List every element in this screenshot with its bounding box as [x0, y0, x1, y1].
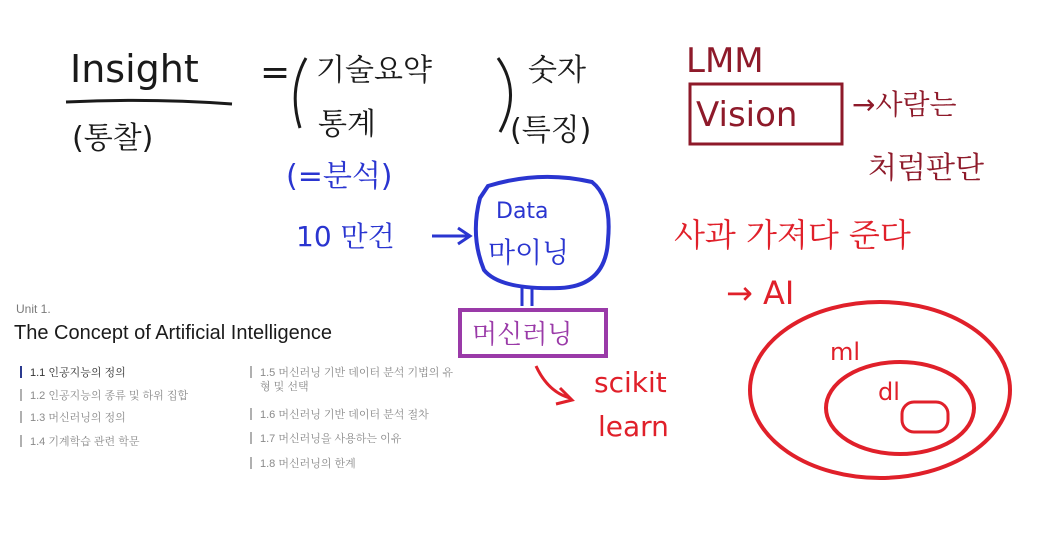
page-title: The Concept of Artificial Intelligence	[14, 322, 332, 344]
toc-item-label: 1.1 인공지능의 정의	[30, 367, 126, 379]
toc-marker	[250, 408, 252, 420]
ten-thousand-records: 10 만건	[296, 220, 395, 253]
toc-marker	[20, 435, 22, 447]
scikit-word: scikit	[594, 366, 667, 399]
arrow-down-right-icon	[536, 366, 572, 404]
features-word: (특징)	[510, 113, 592, 148]
ai-label: → AI	[726, 274, 795, 312]
desc-summary-word: 기술요약	[316, 53, 432, 88]
toc-item-label: 1.7 머신러닝을 사용하는 이유	[260, 433, 402, 445]
toc-item-label: 1.2 인공지능의 종류 및 하위 집합	[30, 390, 189, 402]
toc-item-label: 1.4 기계학습 관련 학문	[30, 436, 140, 448]
toc-marker	[250, 366, 252, 378]
toc-item-label: 1.6 머신러닝 기반 데이터 분석 절차	[260, 409, 429, 421]
toc-marker	[20, 366, 22, 378]
machine-learning-word: 머신러닝	[472, 320, 573, 350]
toc-item-label: 1.3 머신러닝의 정의	[30, 412, 126, 424]
insight-word: Insight	[70, 47, 199, 91]
connector-lines	[522, 288, 532, 306]
toc-item-label: 1.5 머신러닝 기반 데이터 분석 기법의 유형 및 선택	[260, 367, 454, 393]
right-paren	[498, 58, 511, 132]
insight-translation: (통찰)	[72, 121, 154, 156]
ml-label: ml	[830, 338, 861, 366]
dl-label: dl	[878, 378, 900, 406]
data-word: Data	[496, 199, 549, 224]
vision-word: Vision	[696, 95, 798, 135]
numbers-word: 숫자	[528, 53, 586, 88]
mining-word: 마이닝	[488, 236, 570, 269]
analysis-word: (=분석)	[286, 159, 393, 194]
arrow-right-icon	[432, 228, 470, 244]
judgment-word: 처럼판단	[868, 151, 984, 186]
toc-marker	[250, 432, 252, 444]
dl-circle	[902, 402, 948, 432]
ml-circle	[826, 362, 974, 454]
learn-word: learn	[598, 410, 669, 443]
toc-marker	[250, 457, 252, 469]
equals-sign: =	[260, 52, 291, 93]
left-paren	[295, 58, 306, 128]
apple-slogan: 사과 가져다 준다	[674, 216, 911, 254]
statistics-word: 통계	[318, 107, 376, 142]
unit-label: Unit 1.	[16, 302, 51, 316]
toc-marker	[20, 411, 22, 423]
llm-word: LMM	[686, 41, 764, 81]
insight-underline	[66, 100, 232, 104]
toc-marker	[20, 389, 22, 401]
toc-item-label: 1.8 머신러닝의 한계	[260, 458, 356, 470]
human-like-word: →사람는	[852, 88, 957, 121]
data-mining-circle	[476, 177, 609, 288]
